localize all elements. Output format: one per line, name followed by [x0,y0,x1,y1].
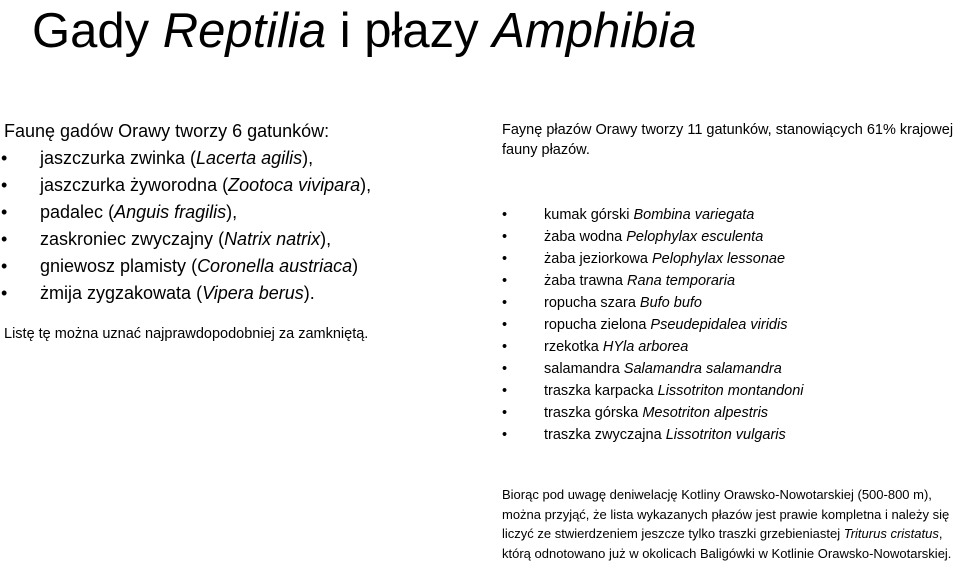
amphibian-latin: Lissotriton montandoni [657,383,804,399]
reptile-paren-close: ), [360,175,372,195]
reptile-name: zaskroniec zwyczajny [40,229,214,249]
reptile-latin: Natrix natrix [224,229,321,249]
amphibian-name: żaba wodna [544,229,623,245]
title-latin-reptilia: Reptilia [162,4,327,58]
reptile-item [4,145,474,172]
amphibian-item [502,380,957,402]
title-text-2: i płazy [326,4,493,58]
footer-paragraph [502,485,957,563]
reptiles-intro: Faunę gadów Orawy tworzy 6 gatunków: [4,121,330,141]
title-latin-amphibia: Amphibia [492,4,697,58]
amphibian-name: ropucha szara [544,295,636,311]
reptile-paren-close: ), [226,202,238,222]
amphibians-intro: Faynę płazów Orawy tworzy 11 gatunków, stanowiących 61% krajowej fauny płazów. [502,122,954,158]
amphibian-name: traszka górska [544,405,639,421]
reptile-paren-close: ). [303,283,315,303]
reptile-latin: Coronella austriaca [197,256,353,276]
footer-latin: Triturus cristatus [843,526,939,542]
reptile-paren-open: ( [185,148,197,168]
amphibian-name: żaba trawna [544,273,623,289]
amphibian-item [502,270,957,292]
reptile-item [4,199,474,226]
footer-text-end: , którą odnotowano już w okolicach Baligówki w Kotlinie Orawsko-Nowotarskiej. [502,526,952,561]
amphibian-latin: Pseudepidalea viridis [650,317,788,333]
title-text: Gady [32,4,163,58]
amphibian-item [502,314,957,336]
reptile-latin: Zootoca vivipara [228,175,361,195]
reptile-name: padalec [40,202,104,222]
amphibian-name: rzekotka [544,339,599,355]
reptile-name: jaszczurka zwinka [40,148,186,168]
footer-text: Biorąc pod uwagę deniwelację Kotliny Orawsko-Nowotarskiej (500-800 m), można przyjąć, że lista wykazanych płazów jest prawie kompletna i należy się liczyć ze stwierdzeniem jeszcze tylko traszki grzebieniastej [502,487,953,542]
amphibian-name: żaba jeziorkowa [544,251,648,267]
amphibian-item [502,204,957,226]
amphibian-item [502,424,957,446]
reptiles-note: Listę tę można uznać najprawdopodobniej za zamkniętą. [4,326,369,342]
reptile-paren-close: ), [302,148,314,168]
amphibian-latin: Mesotriton alpestris [642,405,769,421]
reptiles-list [4,145,474,307]
reptile-name: żmija zygzakowata [40,283,192,303]
amphibian-item [502,402,957,424]
reptile-latin: Vipera berus [202,283,304,303]
reptile-latin: Lacerta agilis [196,148,303,168]
reptile-item [4,280,474,307]
amphibian-latin: Lissotriton vulgaris [665,427,786,443]
amphibian-item [502,226,957,248]
reptile-paren-open: ( [213,229,225,249]
reptile-item [4,226,474,253]
reptile-paren-close: ), [320,229,332,249]
reptile-paren-open: ( [103,202,115,222]
amphibian-name: traszka zwyczajna [544,427,662,443]
amphibian-latin: Bombina variegata [633,207,755,223]
amphibian-item [502,336,957,358]
amphibian-item [502,358,957,380]
amphibian-latin: Pelophylax esculenta [626,229,764,245]
amphibian-item [502,292,957,314]
reptile-latin: Anguis fragilis [114,202,227,222]
amphibian-latin: Bufo bufo [639,295,702,311]
reptile-paren-open: ( [186,256,198,276]
amphibian-name: salamandra [544,361,620,377]
amphibians-list [502,204,957,446]
amphibian-latin: Rana temporaria [627,273,736,289]
amphibian-name: traszka karpacka [544,383,654,399]
reptile-item [4,172,474,199]
amphibian-latin: HYla arborea [602,339,689,355]
reptile-paren-open: ( [191,283,203,303]
page-title [32,0,697,66]
amphibian-name: kumak górski [544,207,630,223]
amphibian-item [502,248,957,270]
amphibian-name: ropucha zielona [544,317,647,333]
reptile-paren-open: ( [217,175,229,195]
reptiles-section [4,118,474,342]
amphibian-latin: Pelophylax lessonae [652,251,786,267]
amphibian-latin: Salamandra salamandra [623,361,782,377]
reptile-name: gniewosz plamisty [40,256,187,276]
reptile-paren-close: ) [352,256,359,276]
reptile-item [4,253,474,280]
amphibians-section [502,120,957,443]
reptile-name: jaszczurka żyworodna [40,175,218,195]
